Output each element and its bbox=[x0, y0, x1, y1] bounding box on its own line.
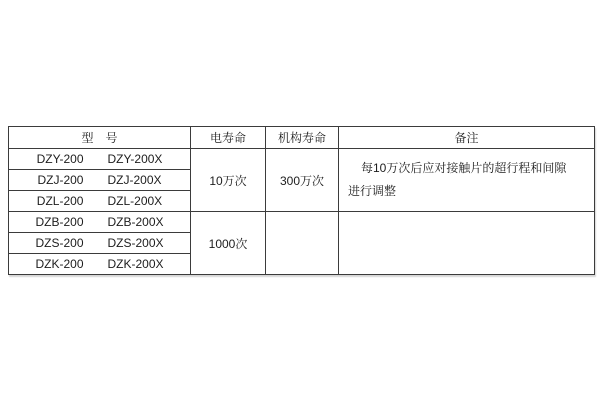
model-name: DZS-200 bbox=[35, 236, 84, 250]
remark-cell bbox=[339, 212, 595, 275]
remark-text-line1: 每10万次后应对接触片的超行程和间隙 bbox=[361, 161, 567, 175]
mechanism-life-cell: 300万次 bbox=[266, 149, 339, 212]
header-model: 型 号 bbox=[9, 127, 191, 149]
model-cell bbox=[9, 233, 191, 254]
relay-life-spec-table bbox=[8, 126, 595, 275]
mechanism-life-cell bbox=[266, 212, 339, 275]
model-name: DZB-200 bbox=[35, 215, 84, 229]
model-cell bbox=[9, 191, 191, 212]
model-name: DZK-200X bbox=[107, 257, 164, 271]
remark-cell bbox=[339, 149, 595, 212]
table-header-row bbox=[9, 127, 595, 149]
model-name: DZK-200 bbox=[35, 257, 84, 271]
electrical-life-cell: 1000次 bbox=[191, 212, 266, 275]
model-name: DZY-200 bbox=[36, 152, 84, 166]
model-cell bbox=[9, 254, 191, 275]
remark-text-line2: 进行调整 bbox=[348, 184, 397, 198]
table-row bbox=[9, 212, 595, 233]
model-name: DZB-200X bbox=[107, 215, 164, 229]
model-name: DZY-200X bbox=[107, 152, 163, 166]
header-mechanism-life: 机构寿命 bbox=[266, 127, 339, 149]
model-cell bbox=[9, 212, 191, 233]
header-electrical-life: 电寿命 bbox=[191, 127, 266, 149]
model-name: DZS-200X bbox=[107, 236, 164, 250]
model-name: DZJ-200X bbox=[107, 173, 162, 187]
model-cell bbox=[9, 149, 191, 170]
header-remark: 备注 bbox=[339, 127, 595, 149]
model-cell bbox=[9, 170, 191, 191]
electrical-life-cell: 10万次 bbox=[191, 149, 266, 212]
model-name: DZL-200 bbox=[36, 194, 84, 208]
model-name: DZJ-200 bbox=[37, 173, 84, 187]
model-name: DZL-200X bbox=[107, 194, 163, 208]
table-row bbox=[9, 149, 595, 170]
